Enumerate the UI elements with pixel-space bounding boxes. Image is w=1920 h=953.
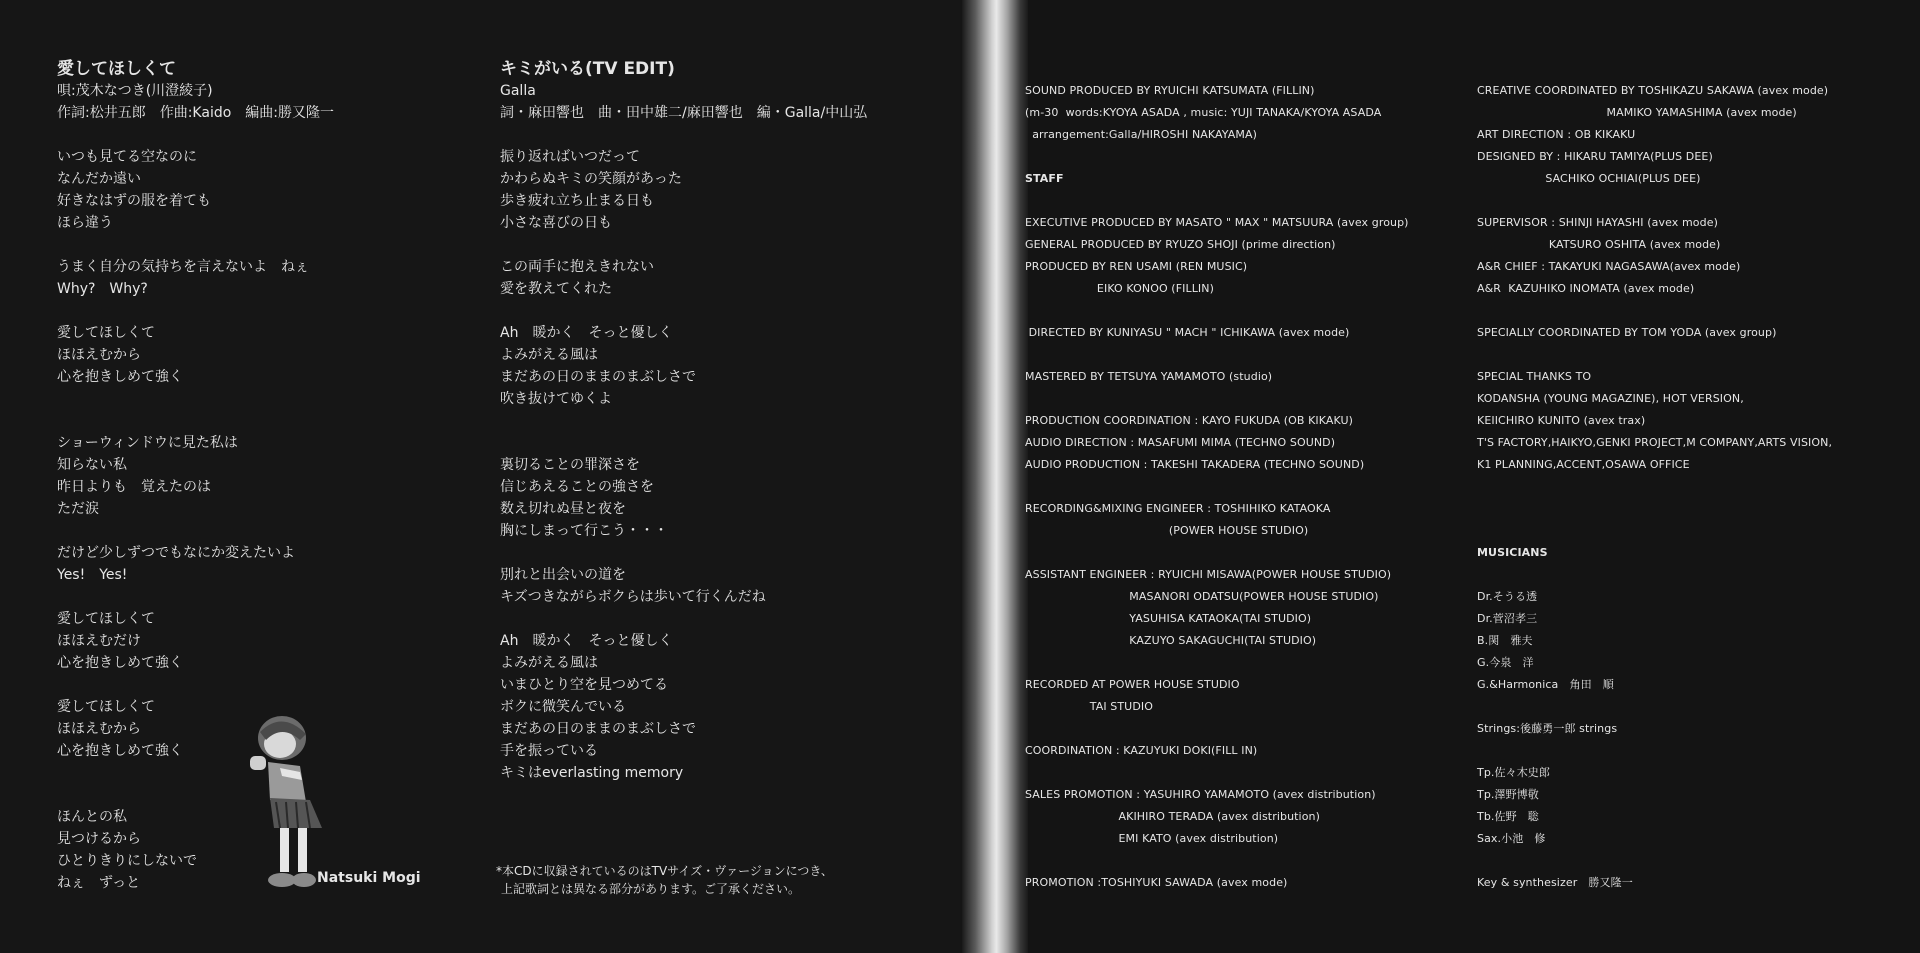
credit-line: KATSURO OSHITA (avex mode) [1477,238,1721,251]
credit-line: Tp.澤野博敬 [1477,788,1539,801]
credit-line: Dr.菅沼孝三 [1477,612,1538,625]
credit-line [1025,850,1409,872]
credit-line [1477,520,1832,542]
lyric-line: キミはeverlasting memory [500,765,684,781]
credit-line: KAZUYO SAKAGUCHI(TAI STUDIO) [1025,634,1317,647]
credit-line: SPECIAL THANKS TO [1477,370,1592,383]
credit-line: A&R CHIEF : TAKAYUKI NAGASAWA(avex mode) [1477,260,1741,273]
credit-line [1025,762,1409,784]
lyric-line: Ah 暖かく そっと優しく [500,633,673,649]
credit-line [1477,498,1832,520]
credit-line: MASANORI ODATSU(POWER HOUSE STUDIO) [1025,590,1379,603]
credit-line: MUSICIANS [1477,546,1548,559]
credit-line: SACHIKO OCHIAI(PLUS DEE) [1477,172,1701,185]
lyric-line: ショーウィンドウに見た私は [57,435,238,451]
credit-line: DESIGNED BY : HIKARU TAMIYA(PLUS DEE) [1477,150,1713,163]
note-line: 上記歌詞とは異なる部分があります。ご了承ください。 [501,882,801,896]
credit-line: COORDINATION : KAZUYUKI DOKI(FILL IN) [1025,744,1258,757]
song2-title: キミがいる(TV EDIT) [500,59,675,79]
lyric-line: ほほえむから [57,347,141,363]
credit-line: PROMOTION :TOSHIYUKI SAWADA (avex mode) [1025,876,1288,889]
staff-credits-right [1477,80,1832,894]
lyric-stanza [57,322,334,388]
lyric-line: 手を振っている [500,743,598,759]
lyric-line: よみがえる風は [500,655,598,671]
credit-line [1477,564,1832,586]
lyric-stanza [500,146,867,234]
lyric-line: 愛を教えてくれた [500,281,612,297]
lyric-line: 歩き疲れ立ち止まる日も [500,193,654,209]
staff-credits-left [1025,80,1409,894]
lyric-line: 胸にしまって行こう・・・ [500,523,668,539]
credit-line: T'S FACTORY,HAIKYO,GENKI PROJECT,M COMPANY,ARTS VISION, [1477,436,1833,449]
credit-line: SALES PROMOTION : YASUHIRO YAMAMOTO (avex distribution) [1025,788,1376,801]
credit-line: STAFF [1025,172,1064,185]
lyric-line: ほら違う [57,215,113,231]
credit-line: EMI KATO (avex distribution) [1025,832,1279,845]
lyric-line: 昨日よりも 覚えたのは [57,479,211,495]
lyric-line: Why? Why? [57,281,148,297]
credit-line [1477,190,1832,212]
credit-line: Tb.佐野 聡 [1477,810,1539,823]
credit-line: AUDIO PRODUCTION : TAKESHI TAKADERA (TECHNO SOUND) [1025,458,1365,471]
lyric-line: いつも見てる空なのに [57,149,197,165]
lyric-line: 裏切ることの罪深さを [500,457,640,473]
credits-page [1025,0,1920,953]
credit-line: CREATIVE COORDINATED BY TOSHIKAZU SAKAWA (avex mode) [1477,84,1829,97]
credit-line: Key & synthesizer 勝又隆一 [1477,876,1633,889]
note-line: *本CDに収録されているのはTVサイズ・ヴァージョンにつき、 [496,864,833,878]
lyric-line: だけど少しずつでもなにか変えたいよ [57,545,295,561]
character-illustration [230,710,330,900]
lyric-stanza [500,564,867,608]
lyric-line: ほほえむから [57,721,141,737]
credit-line: RECORDING&MIXING ENGINEER : TOSHIHIKO KATAOKA [1025,502,1331,515]
lyric-line: ほんとの私 [57,809,127,825]
lyric-line: まだあの日のままのまぶしさで [500,721,696,737]
lyric-stanza [500,322,867,410]
song2-lyrics [500,146,867,784]
credit-line [1025,146,1409,168]
credit-line [1025,476,1409,498]
credit-line: EIKO KONOO (FILLIN) [1025,282,1214,295]
credit-line [1477,696,1832,718]
song2-artist-credit: Galla [500,83,536,99]
lyric-line: キズつきながらボクらは歩いて行くんだね [500,589,766,605]
credit-line: YASUHISA KATAOKA(TAI STUDIO) [1025,612,1312,625]
credit-line: B.関 雅夫 [1477,634,1533,647]
lyric-line: 愛してほしくて [57,611,155,627]
credit-line: TAI STUDIO [1025,700,1153,713]
credit-line: AKIHIRO TERADA (avex distribution) [1025,810,1320,823]
credit-line: PRODUCTION COORDINATION : KAYO FUKUDA (OB KIKAKU) [1025,414,1354,427]
credit-line [1025,718,1409,740]
girl-character-icon [230,710,330,900]
credit-line: A&R KAZUHIKO INOMATA (avex mode) [1477,282,1695,295]
booklet-spine-fold [962,0,1028,953]
lyric-line: ほほえむだけ [57,633,141,649]
credit-line [1025,190,1409,212]
credit-line: SOUND PRODUCED BY RYUICHI KATSUMATA (FILLIN) [1025,84,1315,97]
lyric-line: 心を抱きしめて強く [57,743,183,759]
credit-line [1025,652,1409,674]
credit-line: Sax.小池 修 [1477,832,1546,845]
credit-line [1025,344,1409,366]
lyric-line: Ah 暖かく そっと優しく [500,325,673,341]
credit-line: EXECUTIVE PRODUCED BY MASATO " MAX " MATSUURA (avex group) [1025,216,1409,229]
credit-line [1025,300,1409,322]
lyric-stanza [500,630,867,784]
credit-line: GENERAL PRODUCED BY RYUZO SHOJI (prime direction) [1025,238,1336,251]
song2-block [500,58,867,806]
lyric-stanza [500,256,867,300]
lyric-line: この両手に抱えきれない [500,259,654,275]
credit-line: AUDIO DIRECTION : MASAFUMI MIMA (TECHNO SOUND) [1025,436,1336,449]
credit-line: (m-30 words:KYOYA ASADA , music: YUJI TANAKA/KYOYA ASADA [1025,106,1382,119]
lyric-line: 好きなはずの服を着ても [57,193,211,209]
lyric-line: よみがえる風は [500,347,598,363]
lyric-line: 信じあえることの強さを [500,479,654,495]
lyric-stanza [57,146,334,234]
credit-line: SPECIALLY COORDINATED BY TOM YODA (avex group) [1477,326,1777,339]
lyric-stanza [57,432,334,520]
lyric-line: 心を抱きしめて強く [57,655,183,671]
lyric-line: ねぇ ずっと [57,875,141,891]
credit-line: Strings:後藤勇一郎 strings [1477,722,1618,735]
lyric-stanza [57,256,334,300]
credit-line: Dr.そうる透 [1477,590,1538,603]
song1-writer-credit: 作詞:松井五郎 作曲:Kaido 編曲:勝又隆一 [57,105,335,121]
credit-line [1477,476,1832,498]
credit-line [1025,542,1409,564]
lyric-stanza [500,454,867,542]
lyric-line: 吹き抜けてゆくよ [500,391,612,407]
character-name: Natsuki Mogi [317,870,421,886]
song2-writer-credit: 詞・麻田響也 曲・田中雄二/麻田響也 編・Galla/中山弘 [500,105,868,121]
lyric-line: まだあの日のままのまぶしさで [500,369,696,385]
lyric-line: 小さな喜びの日も [500,215,612,231]
credit-line [1025,388,1409,410]
credit-line: ART DIRECTION : OB KIKAKU [1477,128,1636,141]
credit-line [1477,850,1832,872]
credit-line [1477,300,1832,322]
lyric-stanza [57,608,334,674]
lyric-line: ただ涙 [57,501,99,517]
credit-line: MASTERED BY TETSUYA YAMAMOTO (studio) [1025,370,1273,383]
credit-line: ASSISTANT ENGINEER : RYUICHI MISAWA(POWER HOUSE STUDIO) [1025,568,1392,581]
credit-line [1477,740,1832,762]
lyric-line: 知らない私 [57,457,127,473]
lyric-stanza [57,542,334,586]
credit-line: Tp.佐々木史郎 [1477,766,1550,779]
lyric-line: ひとりきりにしないで [57,853,197,869]
credit-line: K1 PLANNING,ACCENT,OSAWA OFFICE [1477,458,1690,471]
lyric-line: なんだか遠い [57,171,141,187]
song1-title: 愛してほしくて [57,59,176,79]
credit-line: (POWER HOUSE STUDIO) [1025,524,1309,537]
lyric-line: 愛してほしくて [57,699,155,715]
lyric-line: 心を抱きしめて強く [57,369,183,385]
lyric-line: 振り返ればいつだって [500,149,640,165]
lyric-line: かわらぬキミの笑顔があった [500,171,682,187]
credit-line: arrangement:Galla/HIROSHI NAKAYAMA) [1025,128,1257,141]
credit-line: DIRECTED BY KUNIYASU " MACH " ICHIKAWA (avex mode) [1025,326,1350,339]
credit-line: SUPERVISOR : SHINJI HAYASHI (avex mode) [1477,216,1718,229]
credit-line: KEIICHIRO KUNITO (avex trax) [1477,414,1646,427]
credit-line: MAMIKO YAMASHIMA (avex mode) [1477,106,1797,119]
lyric-line: Yes! Yes! [57,567,128,583]
lyric-line: 愛してほしくて [57,325,155,341]
lyric-line: いまひとり空を見つめてる [500,677,668,693]
lyric-line: ボクに微笑んでいる [500,699,626,715]
credit-line: PRODUCED BY REN USAMI (REN MUSIC) [1025,260,1248,273]
lyric-line: 見つけるから [57,831,141,847]
credit-line [1477,344,1832,366]
credit-line: G.&Harmonica 角田 順 [1477,678,1614,691]
credit-line: G.今泉 洋 [1477,656,1534,669]
lyric-line: 別れと出会いの道を [500,567,626,583]
lyric-line: 数え切れぬ昼と夜を [500,501,626,517]
song1-singer-credit: 唄:茂木なつき(川澄綾子) [57,83,213,99]
lyric-line: うまく自分の気持ちを言えないよ ねぇ [57,259,309,275]
credit-line: RECORDED AT POWER HOUSE STUDIO [1025,678,1240,691]
credit-line: KODANSHA (YOUNG MAGAZINE), HOT VERSION, [1477,392,1744,405]
lyrics-note [496,862,833,898]
